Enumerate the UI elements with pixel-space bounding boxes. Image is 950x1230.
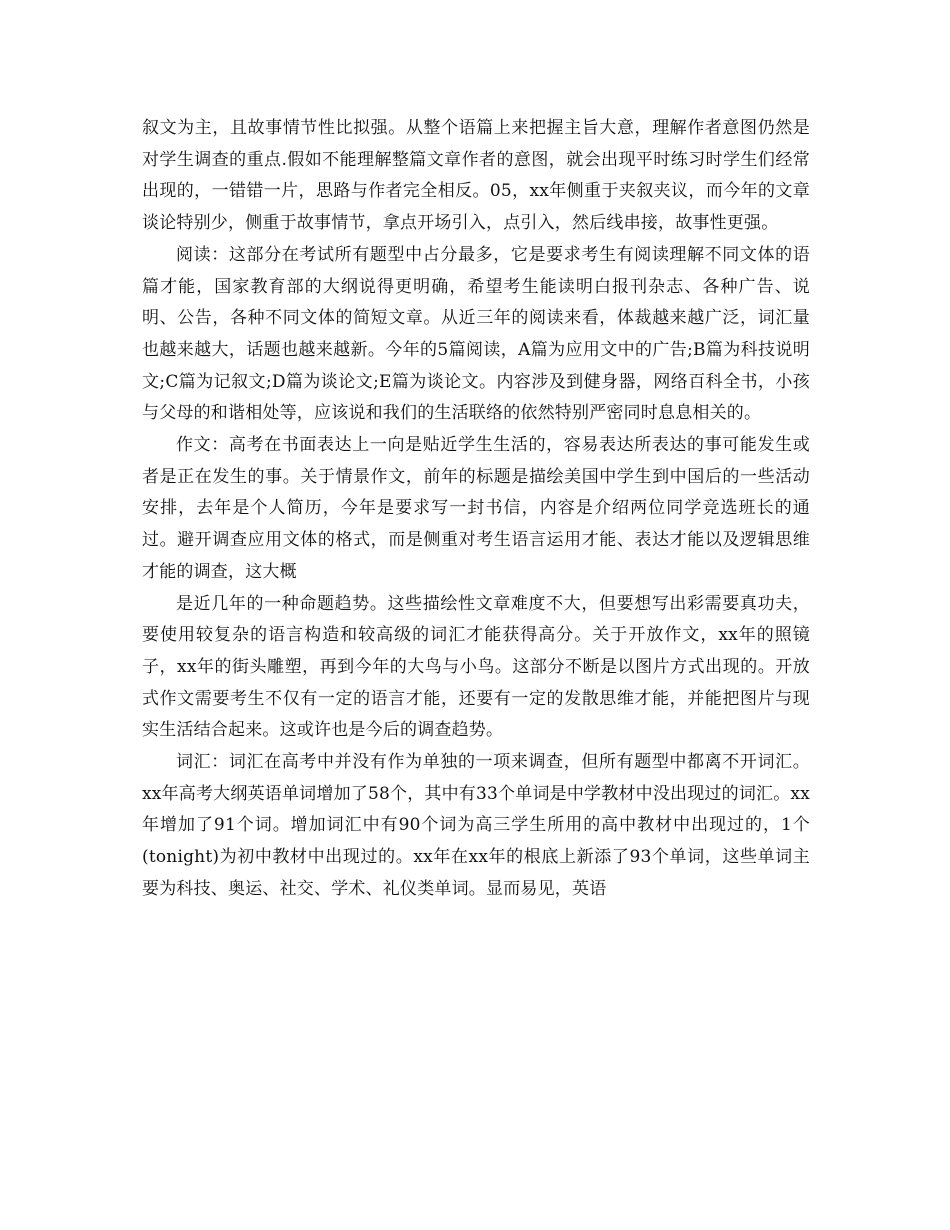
paragraph-writing-trend: 是近几年的一种命题趋势。这些描绘性文章难度不大，但要想写出彩需要真功夫，要使用较复杂的语言构造和较高级的词汇才能获得高分。关于开放作文，xx年的照镜子，xx年的街头雕塑，再到今年的大鸟与小鸟。这部分不断是以图片方式出现的。开放式作文需要考生不仅有一定的语言才能，还要有一定的发散思维才能，并能把图片与现实生活结合起来。这或许也是今后的调查趋势。 (142, 593, 810, 741)
paragraph-reading: 阅读：这部分在考试所有题型中占分最多，它是要求考生有阅读理解不同文体的语篇才能，国家教育部的大纲说得更明确，希望考生能读明白报刊杂志、各种广告、说明、公告，各种不同文体的简短文章。从近三年的阅读来看，体裁越来越广泛，词汇量也越来越大，话题也越来越新。今年的5篇阅读，A篇为应用文中的广告;B篇为科技说明文;C篇为记叙文;D篇为谈论文;E篇为谈论文。内容涉及到健身器，网络百科全书，小孩与父母的和谐相处等，应该说和我们的生活联络的依然特别严密同时息息相关的。 (142, 244, 810, 424)
document-body (142, 113, 810, 906)
paragraph-narrative-continuation: 叙文为主，且故事情节性比拟强。从整个语篇上来把握主旨大意，理解作者意图仍然是对学生调查的重点.假如不能理解整篇文章作者的意图，就会出现平时练习时学生们经常出现的，一错错一片，思路与作者完全相反。05，xx年侧重于夹叙夹议，而今年的文章谈论特别少，侧重于故事情节，拿点开场引入，点引入，然后线串接，故事性更强。 (142, 118, 810, 234)
paragraph-writing: 作文：高考在书面表达上一向是贴近学生生活的，容易表达所表达的事可能发生或者是正在发生的事。关于情景作文，前年的标题是描绘美国中学生到中国后的一些活动安排，去年是个人简历，今年是要求写一封书信，内容是介绍两位同学竞选班长的通过。避开调查应用文体的格式，而是侧重对考生语言运用才能、表达才能以及逻辑思维才能的调查，这大概 (142, 435, 810, 582)
paragraph-vocabulary: 词汇：词汇在高考中并没有作为单独的一项来调查，但所有题型中都离不开词汇。xx年高考大纲英语单词增加了58个，其中有33个单词是中学教材中没出现过的词汇。xx年增加了91个词。增加词汇中有90个词为高三学生所用的高中教材中出现过的，1个(tonight)为初中教材中出现过的。xx年在xx年的根底上新添了93个单词，这些单词主要为科技、奥运、社交、学术、礼仪类单词。显而易见，英语 (142, 752, 811, 899)
